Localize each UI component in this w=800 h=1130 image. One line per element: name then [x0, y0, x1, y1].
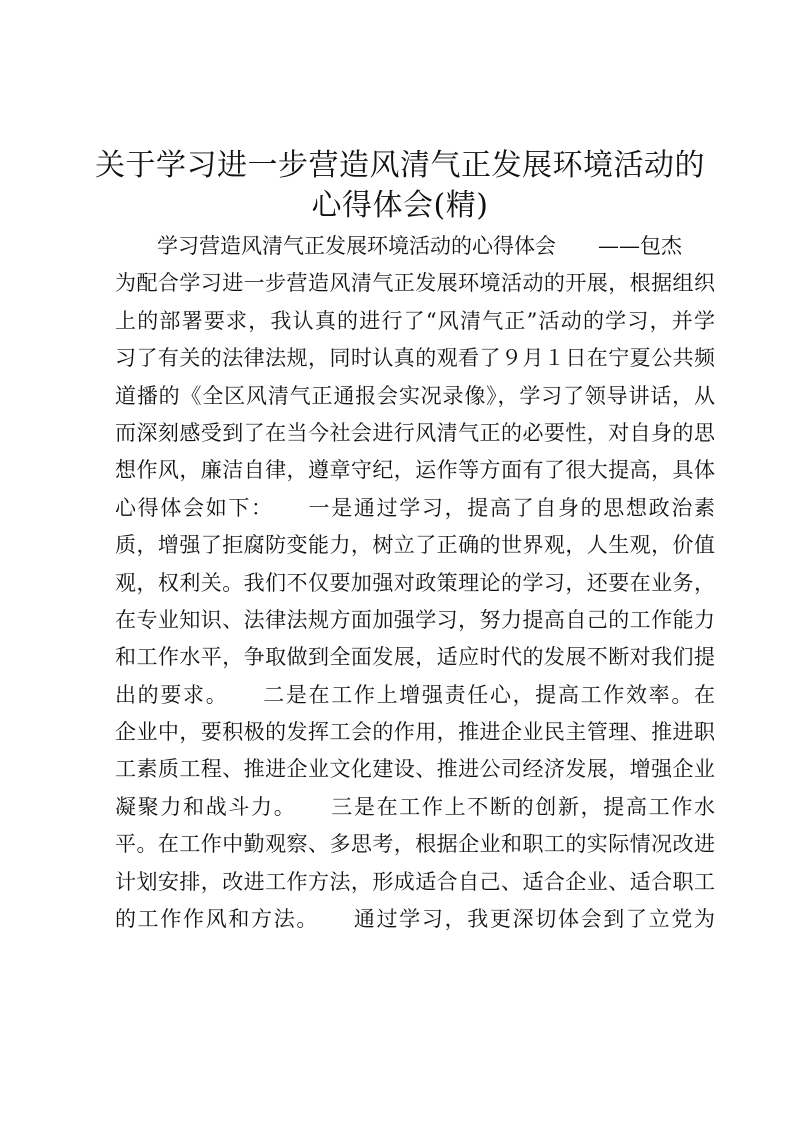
body-line: 道播的《全区风清气正通报会实况录像》，学习了领导讲话，从	[115, 383, 715, 408]
body-line: 习了有关的法律法规，同时认真的观看了９月１日在宁夏公共频	[115, 346, 715, 371]
body-line: 和工作水平，争取做到全面发展，适应时代的发展不断对我们提	[115, 645, 715, 670]
document-title	[90, 146, 710, 226]
body-line: 心得体会如下： 一是通过学习，提高了自身的思想政治素	[115, 495, 715, 520]
body-line: 学习营造风清气正发展环境活动的心得体会 ——包杰	[115, 234, 682, 258]
body-line: 计划安排，改进工作方法，形成适合自己、适合企业、适合职工	[115, 869, 715, 894]
body-line: 质，增强了拒腐防变能力，树立了正确的世界观，人生观，价值	[115, 533, 715, 558]
title-line-1: 关于学习进一步营造风清气正发展环境活动的	[95, 148, 705, 183]
body-line: 出的要求。 二是在工作上增强责任心，提高工作效率。在	[115, 682, 715, 707]
body-line: 想作风，廉洁自律，遵章守纪，运作等方面有了很大提高，具体	[115, 458, 715, 483]
body-line: 企业中，要积极的发挥工会的作用，推进企业民主管理、推进职	[115, 720, 715, 745]
body-line: 为配合学习进一步营造风清气正发展环境活动的开展，根据组织	[115, 271, 715, 296]
body-line: 平。在工作中勤观察、多思考，根据企业和职工的实际情况改进	[115, 832, 715, 857]
body-line: 而深刻感受到了在当今社会进行风清气正的必要性，对自身的思	[115, 420, 715, 445]
body-line: 观，权利关。我们不仅要加强对政策理论的学习，还要在业务，	[115, 570, 715, 595]
body-line: 在专业知识、法律法规方面加强学习，努力提高自己的工作能力	[115, 607, 715, 632]
title-line-2: 心得体会(精)	[311, 188, 489, 223]
body-line: 的工作作风和方法。 通过学习，我更深切体会到了立党为	[115, 907, 715, 932]
body-line: 上的部署要求，我认真的进行了“风清气正”活动的学习，并学	[115, 308, 715, 333]
document-body	[115, 228, 715, 938]
body-line: 凝聚力和战斗力。 三是在工作上不断的创新，提高工作水	[115, 794, 715, 819]
body-line: 工素质工程、推进企业文化建设、推进公司经济发展，增强企业	[115, 757, 715, 782]
